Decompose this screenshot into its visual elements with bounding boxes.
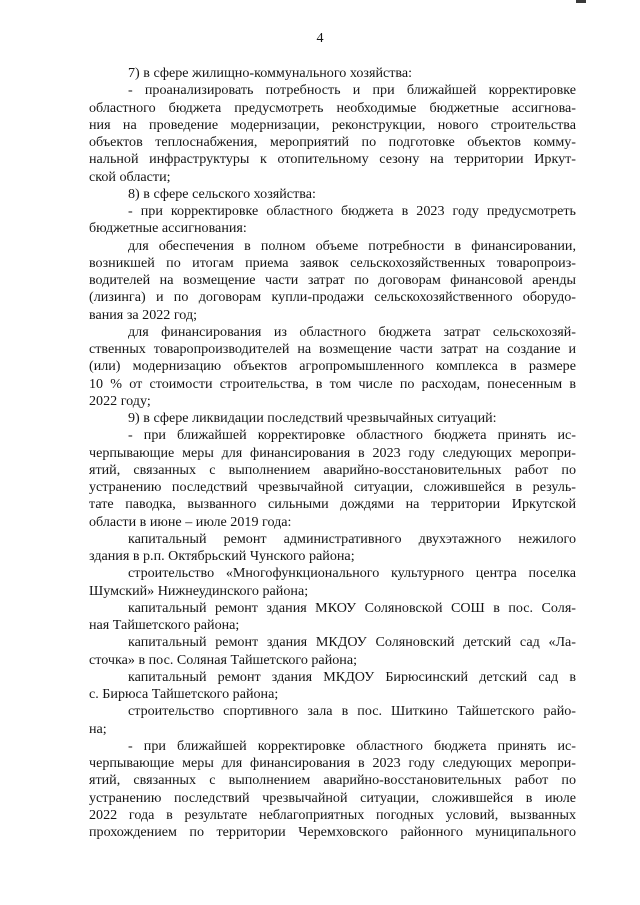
text-line: строительство спортивного зала в пос. Шиткино Тайшетского райо- xyxy=(128,703,576,720)
text-line: капитальный ремонт здания МКОУ Соляновской СОШ в пос. Соля- xyxy=(128,599,576,616)
page-number: 4 xyxy=(316,30,324,46)
text-line: нальной инфраструктуры к отопительному сезону на территории Иркут- xyxy=(89,151,576,168)
text-line: на; xyxy=(89,720,107,737)
text-line: водителей на возмещение части затрат по договорам финансовой аренды xyxy=(89,272,576,288)
text-line: сточка» в пос. Соляная Тайшетского района; xyxy=(89,651,357,668)
text-line: объектов теплоснабжения, мероприятий по подготовке объектов комму- xyxy=(89,134,576,150)
document-body xyxy=(89,65,576,841)
text-line: - проанализировать потребность и при ближайшей корректировке xyxy=(128,82,576,99)
text-line: ятий, связанных с выполнением аварийно-восстановительных работ по xyxy=(89,461,576,478)
text-line: (лизинга) и по договорам купли-продажи сельскохозяйственного оборудо- xyxy=(89,289,576,306)
text-line: капитальный ремонт здания МКДОУ Соляновский детский сад «Ла- xyxy=(128,634,576,651)
text-line: 9) в сфере ликвидации последствий чрезвычайных ситуаций: xyxy=(128,410,497,426)
text-line: черпывающие меры для финансирования в 2023 году следующих меропри- xyxy=(89,444,576,461)
text-line: здания в р.п. Октябрьский Чунского района; xyxy=(89,548,355,564)
text-line: вания за 2022 год; xyxy=(89,306,198,323)
text-line: 7) в сфере жилищно-коммунального хозяйства: xyxy=(128,65,413,81)
text-line: устранению последствий чрезвычайной ситуации, сложившейся в резуль- xyxy=(89,479,576,495)
scan-mark xyxy=(576,0,586,3)
text-line: Шумский» Нижнеудинского района; xyxy=(89,582,309,599)
text-line: с. Бирюса Тайшетского района; xyxy=(89,686,279,702)
text-line: для финансирования из областного бюджета затрат сельскохозяй- xyxy=(128,323,576,340)
text-line: капитальный ремонт здания МКДОУ Бирюсинский детский сад в xyxy=(128,668,576,685)
text-line: ная Тайшетского района; xyxy=(89,617,240,633)
text-line: капитальный ремонт административного двухэтажного нежилого xyxy=(128,530,576,547)
text-line: - при ближайшей корректировке областного бюджета принять ис- xyxy=(128,427,576,444)
text-line: 8) в сфере сельского хозяйства: xyxy=(128,185,316,202)
text-line: ской области; xyxy=(89,168,171,185)
text-line: области в июне – июле 2019 года: xyxy=(89,513,292,530)
text-line: возникшей по итогам приема заявок сельскохозяйственных товаропроиз- xyxy=(89,254,576,271)
text-line: устранению последствий чрезвычайной ситуации, сложившейся в июле xyxy=(89,789,576,806)
text-line: 2022 года в результате неблагоприятных погодных условий, вызванных xyxy=(89,806,576,823)
text-line: (или) модернизацию объектов агропромышленного комплекса в размере xyxy=(89,358,576,375)
text-line: строительство «Многофункционального культурного центра поселка xyxy=(128,565,576,582)
text-line: - при ближайшей корректировке областного бюджета принять ис- xyxy=(128,737,576,754)
text-line: ния на проведение модернизации, реконструкции, нового строительства xyxy=(89,116,576,133)
text-line: ственных товаропроизводителей на возмещение части затрат на создание и xyxy=(89,341,576,357)
text-line: 2022 году; xyxy=(89,392,151,409)
text-line: ятий, связанных с выполнением аварийно-восстановительных работ по xyxy=(89,772,576,789)
text-line: бюджетные ассигнования: xyxy=(89,220,247,237)
text-line: для обеспечения в полном объеме потребности в финансировании, xyxy=(128,237,576,254)
text-line: областного бюджета предусмотреть необходимые бюджетные ассигнова- xyxy=(89,99,576,116)
text-line: 10 % от стоимости строительства, в том числе по расходам, понесенным в xyxy=(89,375,576,392)
text-line: прохождением по территории Черемховского районного муниципального xyxy=(89,824,576,840)
text-line: - при корректировке областного бюджета в 2023 году предусмотреть xyxy=(128,203,576,219)
text-line: тате паводка, вызванного сильными дождями на территории Иркутской xyxy=(89,496,576,513)
text-line: черпывающие меры для финансирования в 2023 году следующих меропри- xyxy=(89,755,576,771)
